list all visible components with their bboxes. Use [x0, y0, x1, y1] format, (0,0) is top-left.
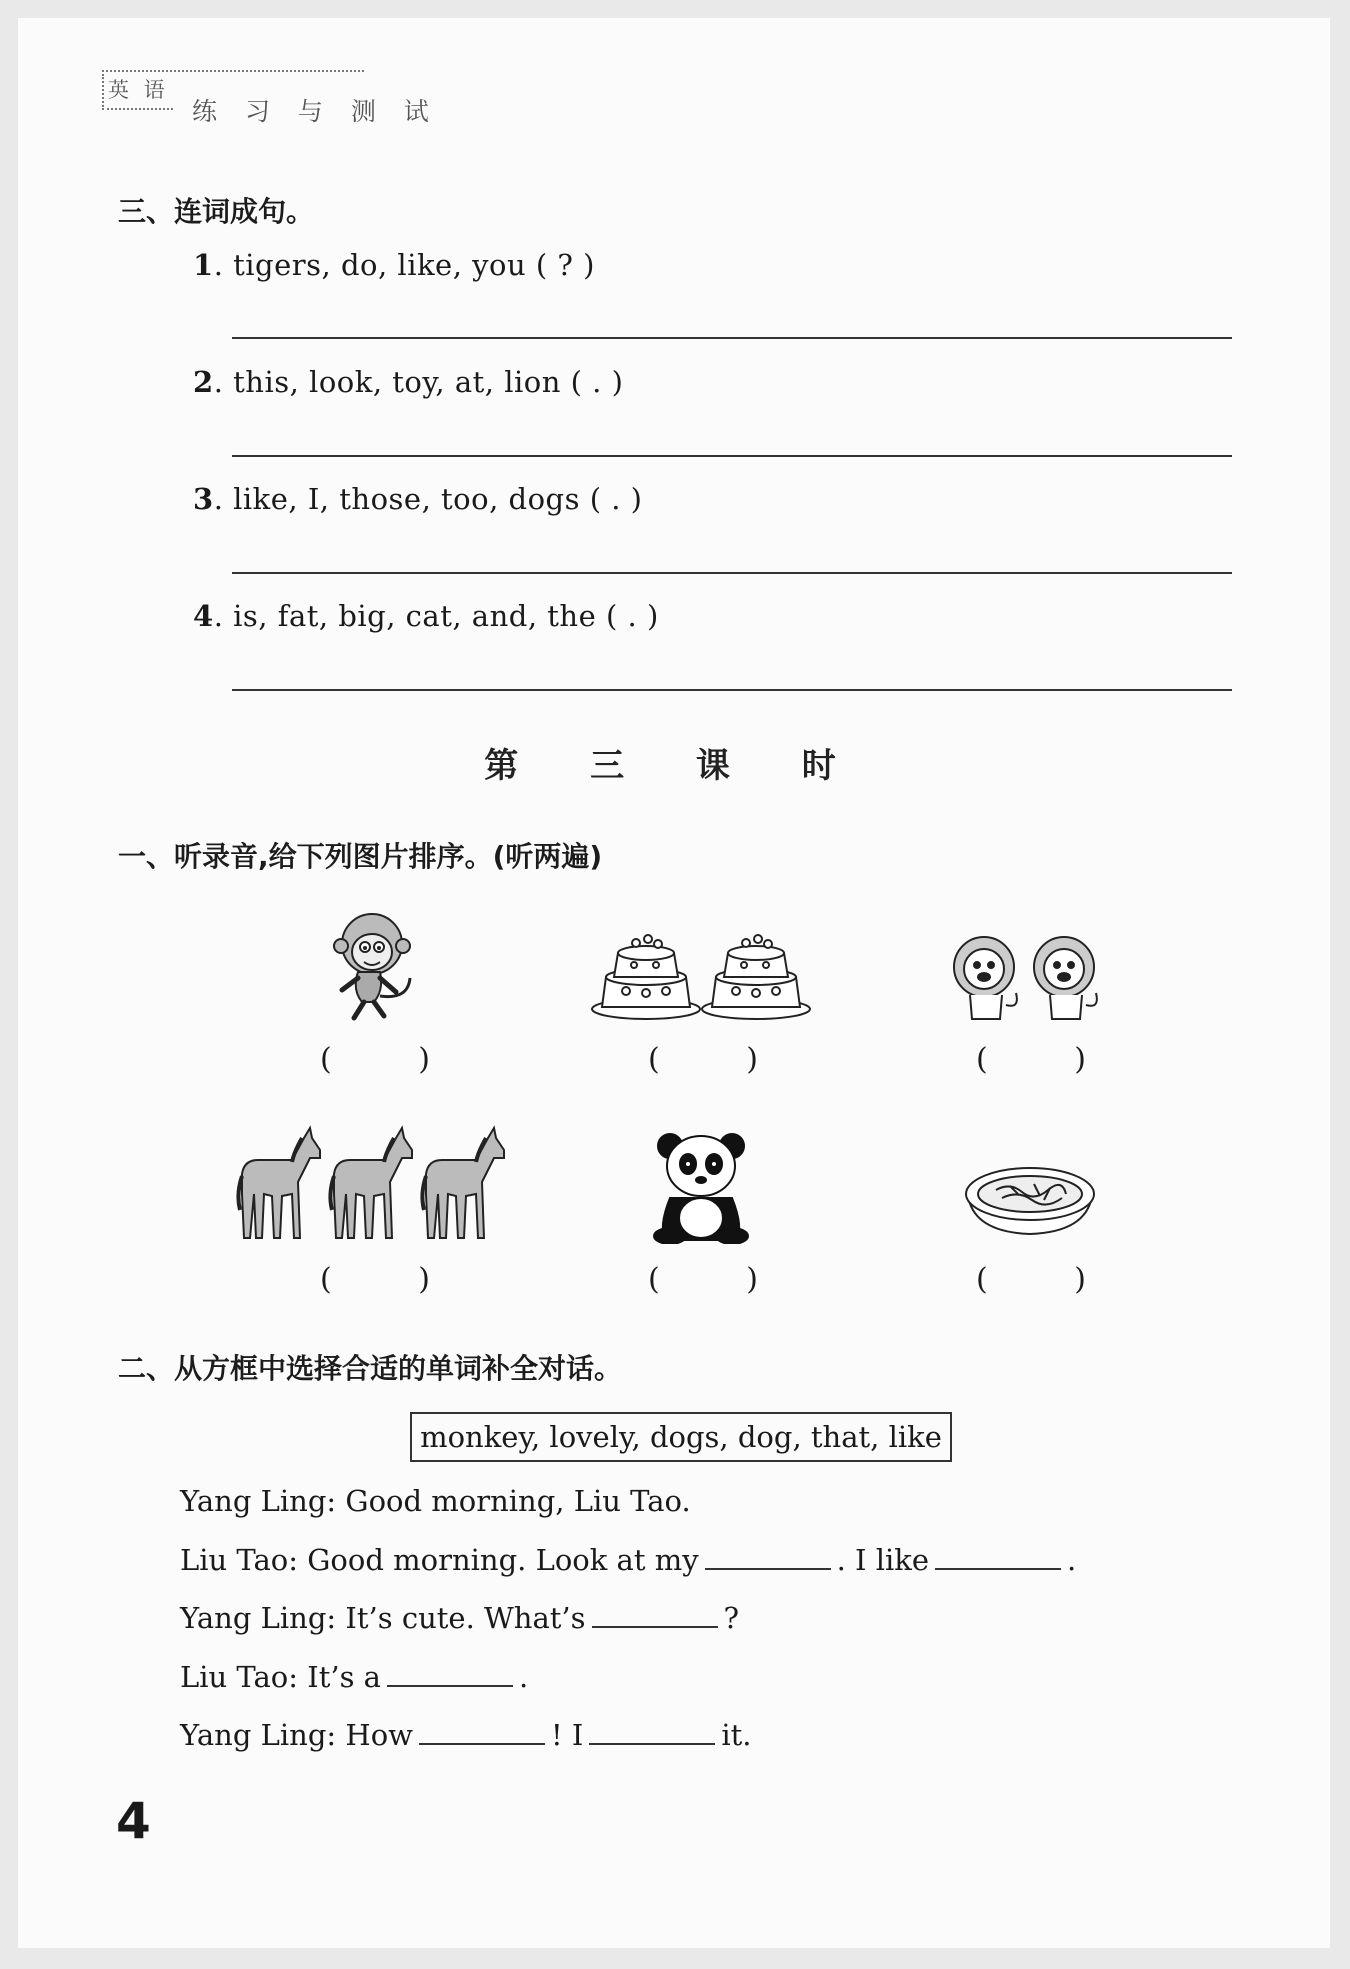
dialogue-line-1: Yang Ling: Good morning, Liu Tao.	[180, 1484, 691, 1518]
section-heading-reorder: 三、连词成句。	[118, 195, 315, 228]
blank-4[interactable]	[387, 1661, 513, 1687]
question-4: 4. is, fat, big, cat, and, the ( . )	[193, 599, 659, 633]
answer-paren-monkey[interactable]: ( )	[320, 1042, 430, 1077]
answer-paren-cakes[interactable]: ( )	[648, 1042, 758, 1077]
header-dotted-rule	[102, 70, 364, 72]
word-box: monkey, lovely, dogs, dog, that, like	[410, 1412, 952, 1462]
horses-icon	[236, 1122, 514, 1244]
header-subject: 英 语	[102, 74, 173, 110]
cakes-icon	[590, 925, 812, 1023]
answer-paren-lions[interactable]: ( )	[976, 1042, 1086, 1077]
dialogue-line-2: Liu Tao: Good morning. Look at my . I like .	[180, 1543, 1077, 1577]
section-heading-listening: 一、听录音,给下列图片排序。(听两遍)	[118, 840, 603, 873]
section-heading-fill-dialogue: 二、从方框中选择合适的单词补全对话。	[118, 1352, 623, 1385]
blank-6[interactable]	[589, 1719, 715, 1745]
question-2: 2. this, look, toy, at, lion ( . )	[193, 365, 624, 399]
dialogue-line-3: Yang Ling: It’s cute. What’s ?	[180, 1601, 740, 1635]
answer-line-4[interactable]	[232, 689, 1232, 691]
panda-icon	[652, 1128, 750, 1244]
header-title: 练 习 与 测 试	[192, 97, 439, 126]
dialogue-line-4: Liu Tao: It’s a .	[180, 1660, 529, 1694]
blank-1[interactable]	[705, 1544, 831, 1570]
blank-2[interactable]	[935, 1544, 1061, 1570]
blank-5[interactable]	[419, 1719, 545, 1745]
answer-paren-horses[interactable]: ( )	[320, 1262, 430, 1297]
noodle-bowl-icon	[962, 1160, 1098, 1240]
question-3: 3. like, I, those, too, dogs ( . )	[193, 482, 643, 516]
answer-line-2[interactable]	[232, 455, 1232, 457]
lesson-title: 第 三 课 时	[484, 746, 866, 786]
monkey-icon	[328, 910, 418, 1022]
answer-line-3[interactable]	[232, 572, 1232, 574]
answer-paren-panda[interactable]: ( )	[648, 1262, 758, 1297]
answer-line-1[interactable]	[232, 337, 1232, 339]
dialogue-line-5: Yang Ling: How ! I it.	[180, 1718, 752, 1752]
blank-3[interactable]	[592, 1602, 718, 1628]
lions-icon	[950, 935, 1112, 1021]
page-number: 4	[116, 1792, 151, 1850]
question-1: 1. tigers, do, like, you ( ? )	[193, 248, 595, 282]
answer-paren-noodles[interactable]: ( )	[976, 1262, 1086, 1297]
